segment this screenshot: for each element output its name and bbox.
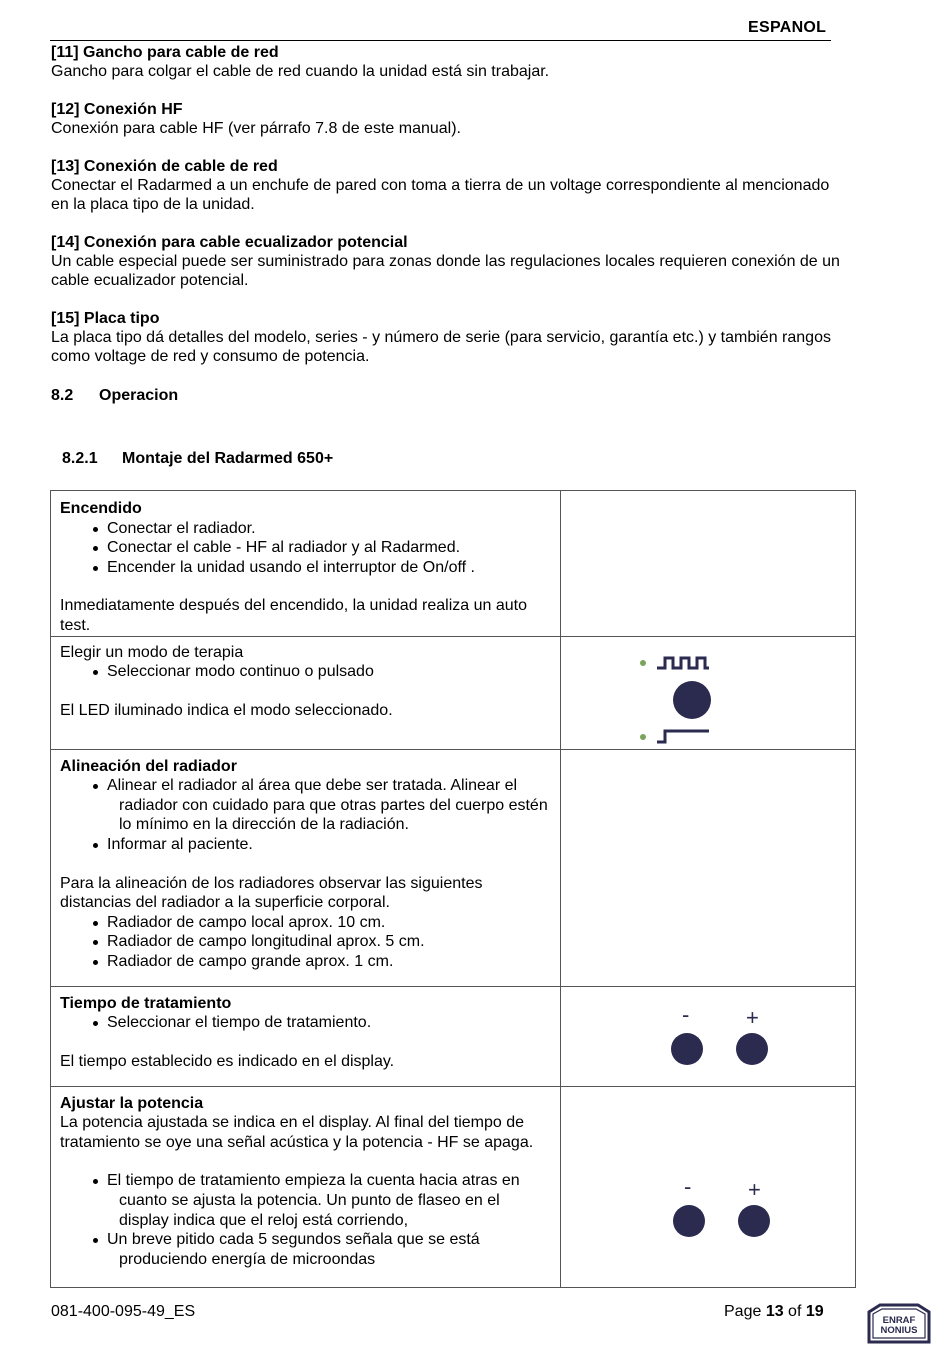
section-body: Gancho para colgar el cable de red cuando la unidad está sin trabajar. — [51, 63, 550, 80]
row-text — [51, 491, 561, 637]
list-item: Seleccionar el tiempo de tratamiento. — [107, 1013, 552, 1033]
page-indicator — [724, 1303, 824, 1321]
mode-figure — [561, 636, 856, 749]
mode-button-icon[interactable] — [673, 681, 711, 719]
enraf-nonius-logo — [866, 1302, 932, 1350]
continuous-led-icon — [640, 734, 646, 740]
time-plus-button[interactable] — [736, 1033, 768, 1065]
section-12 — [51, 100, 841, 138]
list-item: Informar al paciente. — [107, 835, 552, 855]
row-title: Alineación del radiador — [60, 757, 237, 775]
section-body: Conexión para cable HF (ver párrafo 7.8 de este manual). — [51, 120, 461, 137]
section-13 — [51, 157, 841, 214]
bullet-list — [60, 1171, 552, 1269]
section-body: Conectar el Radarmed a un enchufe de pared con toma a tierra de un voltage correspondiente al mencionado en la placa tipo de la unidad. — [51, 177, 830, 213]
plus-label: + — [746, 1004, 759, 1030]
section-title: [14] Conexión para cable ecualizador potencial — [51, 234, 408, 251]
heading-number: 8.2 — [51, 387, 74, 404]
pulsed-led-icon — [640, 660, 646, 666]
spacer — [60, 682, 552, 701]
row-text — [51, 1086, 561, 1287]
row-title: Ajustar la potencia — [60, 1094, 204, 1112]
row-body: La potencia ajustada se indica en el display. Al final del tiempo de tratamiento se oye una señal acústica y la potencia - HF se apaga. — [60, 1114, 534, 1151]
row-note: El LED iluminado indica el modo seleccionado. — [60, 701, 393, 719]
row-note: Para la alineación de los radiadores observar las siguientes distancias del radiador a la superficie corporal. — [60, 874, 483, 912]
spacer — [60, 855, 552, 874]
heading-8-2-1 — [62, 449, 333, 468]
list-item: Encender la unidad usando el interruptor de On/off . — [107, 558, 552, 578]
section-15 — [51, 309, 841, 366]
bullet-list — [60, 776, 552, 854]
row-text — [51, 986, 561, 1086]
row-title: Elegir un modo de terapia — [60, 643, 244, 661]
section-title: [11] Gancho para cable de red — [51, 44, 279, 61]
language-label: ESPANOL — [748, 19, 827, 36]
list-item: Conectar el radiador. — [107, 519, 552, 539]
list-item: Alinear el radiador al área que debe ser tratada. Alinear el radiador con cuidado para que otras partes del cuerpo estén lo mínimo en la dirección de la radiación. — [107, 776, 552, 835]
row-text — [51, 749, 561, 986]
heading-title: Operacion — [99, 387, 179, 404]
list-item: Seleccionar modo continuo o pulsado — [107, 662, 552, 682]
list-item: Un breve pitido cada 5 segundos señala que se está produciendo energía de microondas — [107, 1230, 552, 1269]
bullet-list — [60, 913, 552, 972]
time-buttons-figure — [561, 986, 856, 1086]
header-rule — [50, 40, 831, 41]
section-11 — [51, 43, 841, 81]
list-item: Radiador de campo longitudinal aprox. 5 cm. — [107, 932, 552, 952]
bullet-list — [60, 519, 552, 578]
section-body: Un cable especial puede ser suministrado para zonas donde las regulaciones locales requieren conexión de un cable ecualizador potencial. — [51, 253, 840, 289]
heading-title: Montaje del Radarmed 650+ — [122, 450, 334, 467]
minus-label: - — [684, 1173, 692, 1199]
row-title: Tiempo de tratamiento — [60, 994, 232, 1012]
list-item: Radiador de campo grande aprox. 1 cm. — [107, 952, 552, 972]
plus-label: + — [748, 1176, 761, 1202]
power-plus-button[interactable] — [738, 1205, 770, 1237]
section-body: La placa tipo dá detalles del modelo, series - y número de serie (para servicio, garantía etc.) y también rangos como voltage de red y consumo de potencia. — [51, 329, 831, 365]
page-total: 19 — [805, 1303, 824, 1320]
list-item: Radiador de campo local aprox. 10 cm. — [107, 913, 552, 933]
list-item: El tiempo de tratamiento empieza la cuenta hacia atras en cuanto se ajusta la potencia. Un punto de flaseo en el display indica que el reloj está corriendo, — [107, 1171, 552, 1230]
row-text — [51, 636, 561, 749]
page-current: 13 — [765, 1303, 784, 1320]
minus-label: - — [682, 1001, 690, 1027]
operation-table — [50, 490, 856, 1288]
row-alineacion — [51, 749, 856, 986]
row-note: Inmediatamente después del encendido, la unidad realiza un auto test. — [60, 597, 527, 634]
bullet-list — [60, 1013, 552, 1033]
spacer — [60, 577, 552, 596]
spacer — [60, 1152, 552, 1171]
power-buttons-figure — [561, 1086, 856, 1287]
heading-number: 8.2.1 — [62, 450, 98, 467]
logo-line2: NONIUS — [880, 1325, 918, 1336]
power-minus-button[interactable] — [673, 1205, 705, 1237]
document-number: 081-400-095-49_ES — [51, 1303, 196, 1320]
row-modo — [51, 636, 856, 749]
page-prefix: Page — [724, 1303, 766, 1320]
list-item: Conectar el cable - HF al radiador y al Radarmed. — [107, 538, 552, 558]
bullet-list — [60, 662, 552, 682]
row-tiempo — [51, 986, 856, 1086]
spacer — [60, 1033, 552, 1052]
row-potencia — [51, 1086, 856, 1287]
page-of: of — [783, 1303, 806, 1320]
section-title: [12] Conexión HF — [51, 101, 183, 118]
row-title: Encendido — [60, 500, 142, 517]
time-minus-button[interactable] — [671, 1033, 703, 1065]
row-encendido — [51, 491, 856, 637]
row-note: El tiempo establecido es indicado en el display. — [60, 1052, 395, 1070]
section-title: [13] Conexión de cable de red — [51, 158, 278, 175]
row-figure-empty — [561, 749, 856, 986]
heading-8-2 — [51, 386, 178, 405]
continuous-mode-icon — [657, 731, 709, 742]
section-14 — [51, 233, 841, 290]
component-sections — [51, 43, 841, 385]
pulsed-mode-icon — [657, 658, 709, 668]
mode-selector-graphic — [635, 649, 755, 749]
row-figure-empty — [561, 491, 856, 637]
section-title: [15] Placa tipo — [51, 310, 160, 327]
logo-line1: ENRAF — [882, 1315, 916, 1326]
